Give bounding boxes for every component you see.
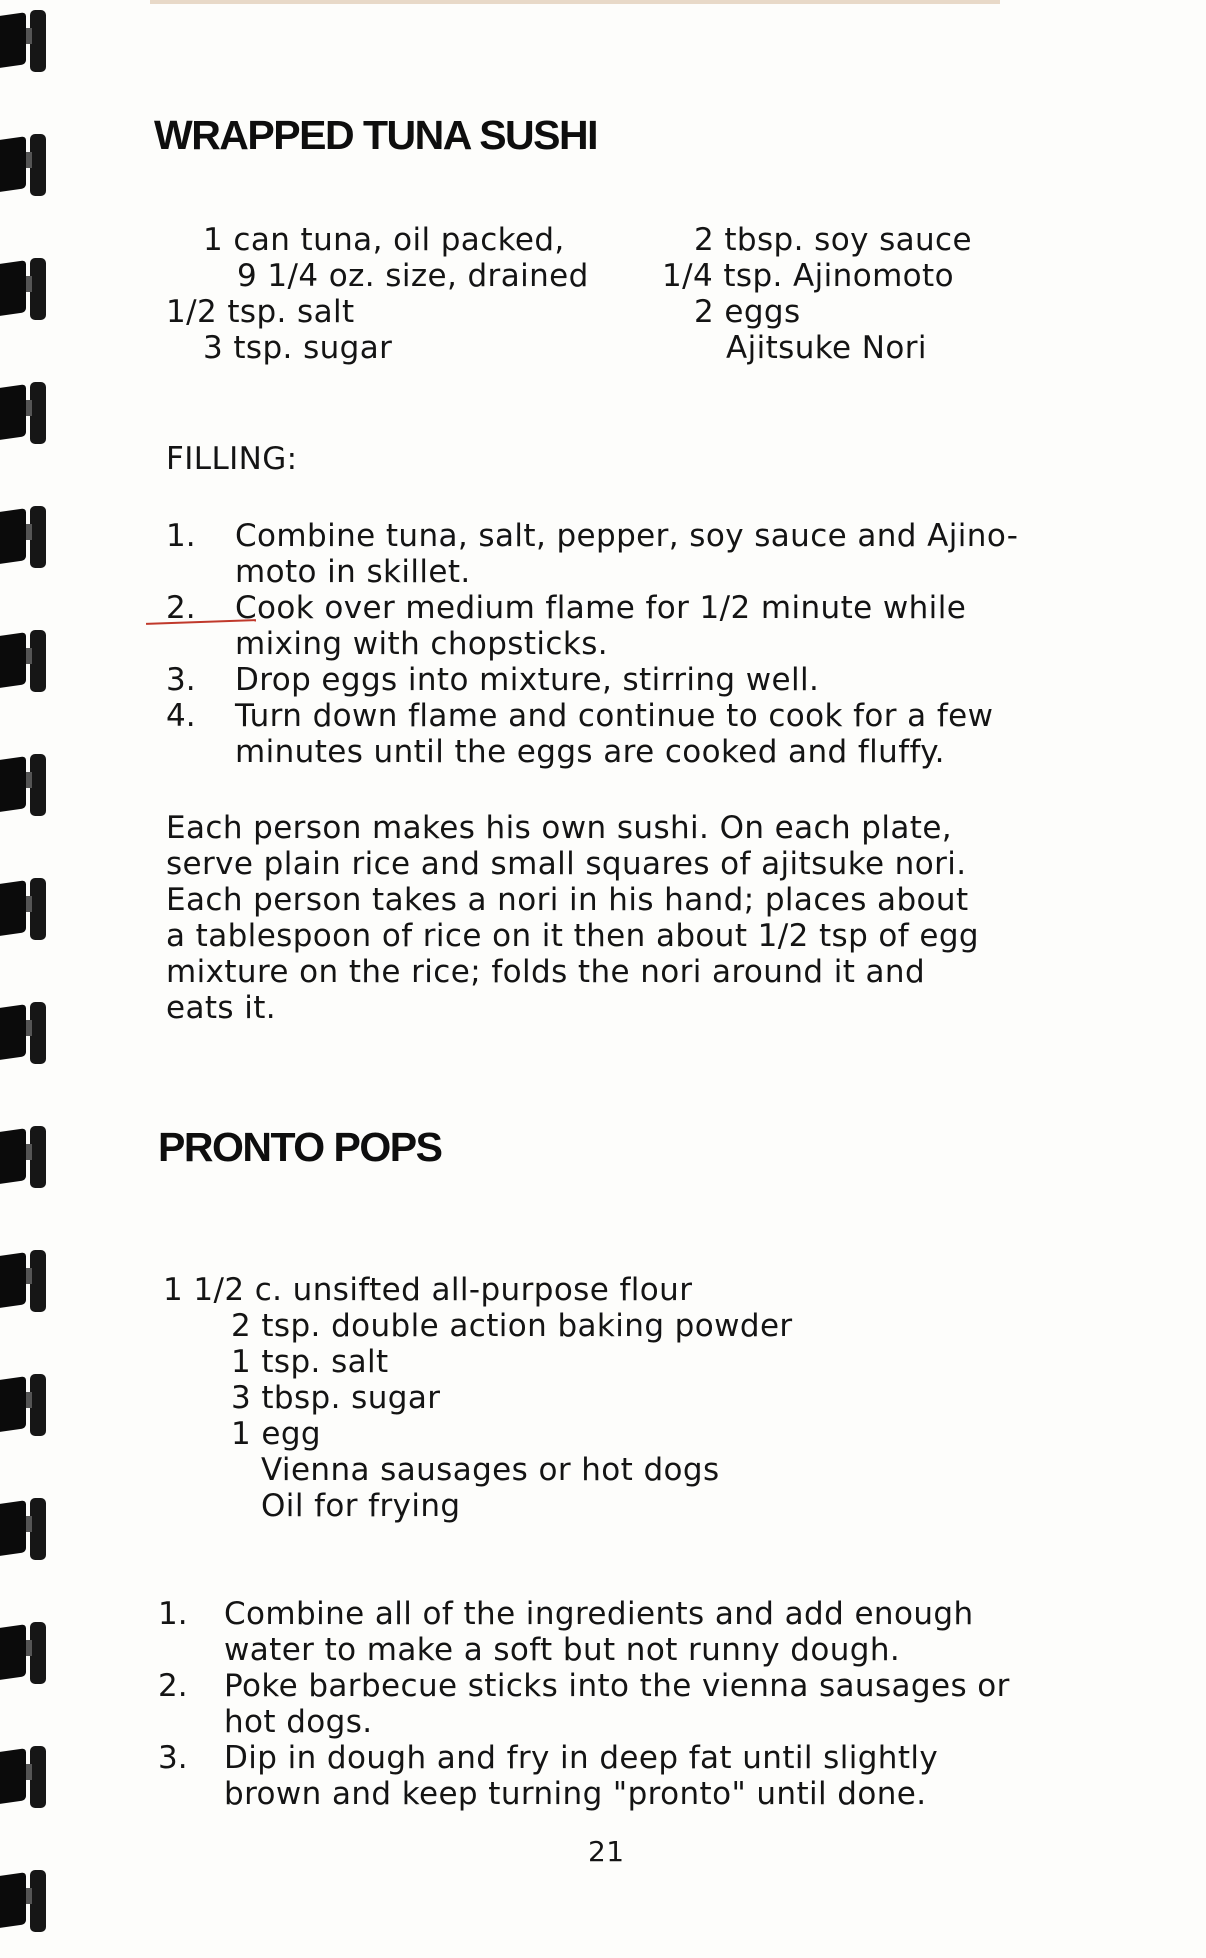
binding-coil — [0, 626, 48, 692]
step-number: 2. — [166, 590, 196, 626]
section-label-filling: FILLING: — [166, 441, 298, 477]
binding-coil — [0, 998, 48, 1064]
step-line: brown and keep turning "pronto" until done. — [224, 1776, 927, 1812]
step-number: 1. — [166, 518, 196, 554]
step-number: 3. — [166, 662, 196, 698]
step-line: Poke barbecue sticks into the vienna sausages or — [224, 1668, 1010, 1704]
step-line: Combine tuna, salt, pepper, soy sauce and Ajino- — [235, 518, 1019, 554]
ingredient-line: 2 tbsp. soy sauce — [694, 222, 972, 258]
binding-coil — [0, 6, 48, 72]
binding-coil — [0, 1866, 48, 1932]
ingredient-line: 9 1/4 oz. size, drained — [237, 258, 589, 294]
note-line: a tablespoon of rice on it then about 1/2 tsp of egg — [166, 918, 979, 954]
ingredient-line: Ajitsuke Nori — [726, 330, 927, 366]
binding-coil — [0, 378, 48, 444]
ingredient-line: 1/2 tsp. salt — [166, 294, 355, 330]
note-line: serve plain rice and small squares of ajitsuke nori. — [166, 846, 967, 882]
binding-coil — [0, 1494, 48, 1560]
step-line: Dip in dough and fry in deep fat until slightly — [224, 1740, 939, 1776]
binding-coil — [0, 750, 48, 816]
step-number: 4. — [166, 698, 196, 734]
binding-coil — [0, 1742, 48, 1808]
ingredient-line: 2 eggs — [694, 294, 801, 330]
step-line: water to make a soft but not runny dough. — [224, 1632, 901, 1668]
note-line: Each person takes a nori in his hand; places about — [166, 882, 969, 918]
ingredient-line: 3 tsp. sugar — [203, 330, 393, 366]
ingredient-line: 1 1/2 c. unsifted all-purpose flour — [163, 1272, 693, 1308]
binding-coil — [0, 1246, 48, 1312]
page-top-edge — [150, 0, 1000, 4]
ingredient-line: Vienna sausages or hot dogs — [261, 1452, 720, 1488]
note-line: Each person makes his own sushi. On each plate, — [166, 810, 953, 846]
step-number: 3. — [158, 1740, 188, 1776]
step-line: Drop eggs into mixture, stirring well. — [235, 662, 820, 698]
step-number: 2. — [158, 1668, 188, 1704]
step-line: Combine all of the ingredients and add enough — [224, 1596, 974, 1632]
ingredient-line: 1 egg — [231, 1416, 322, 1452]
ingredient-line: 1 can tuna, oil packed, — [203, 222, 565, 258]
step-number: 1. — [158, 1596, 188, 1632]
step-line: Cook over medium flame for 1/2 minute while — [235, 590, 967, 626]
binding-coil — [0, 1122, 48, 1188]
ingredient-line: 1/4 tsp. Ajinomoto — [662, 258, 954, 294]
step-line: Turn down flame and continue to cook for a few — [235, 698, 994, 734]
page-number: 21 — [588, 1835, 625, 1868]
step-line: mixing with chopsticks. — [235, 626, 609, 662]
spiral-binding — [0, 0, 60, 1958]
recipe-title-pronto-pops: PRONTO POPS — [158, 1124, 442, 1170]
ingredient-line: 1 tsp. salt — [231, 1344, 389, 1380]
note-line: eats it. — [166, 990, 277, 1026]
step-line: minutes until the eggs are cooked and fluffy. — [235, 734, 945, 770]
ingredient-line: Oil for frying — [261, 1488, 461, 1524]
binding-coil — [0, 502, 48, 568]
binding-coil — [0, 1618, 48, 1684]
step-line: hot dogs. — [224, 1704, 373, 1740]
binding-coil — [0, 130, 48, 196]
ingredient-line: 3 tbsp. sugar — [231, 1380, 441, 1416]
ingredient-line: 2 tsp. double action baking powder — [231, 1308, 793, 1344]
binding-coil — [0, 874, 48, 940]
step-line: moto in skillet. — [235, 554, 471, 590]
binding-coil — [0, 254, 48, 320]
note-line: mixture on the rice; folds the nori around it and — [166, 954, 926, 990]
recipe-title-wrapped-tuna-sushi: WRAPPED TUNA SUSHI — [154, 112, 597, 158]
binding-coil — [0, 1370, 48, 1436]
